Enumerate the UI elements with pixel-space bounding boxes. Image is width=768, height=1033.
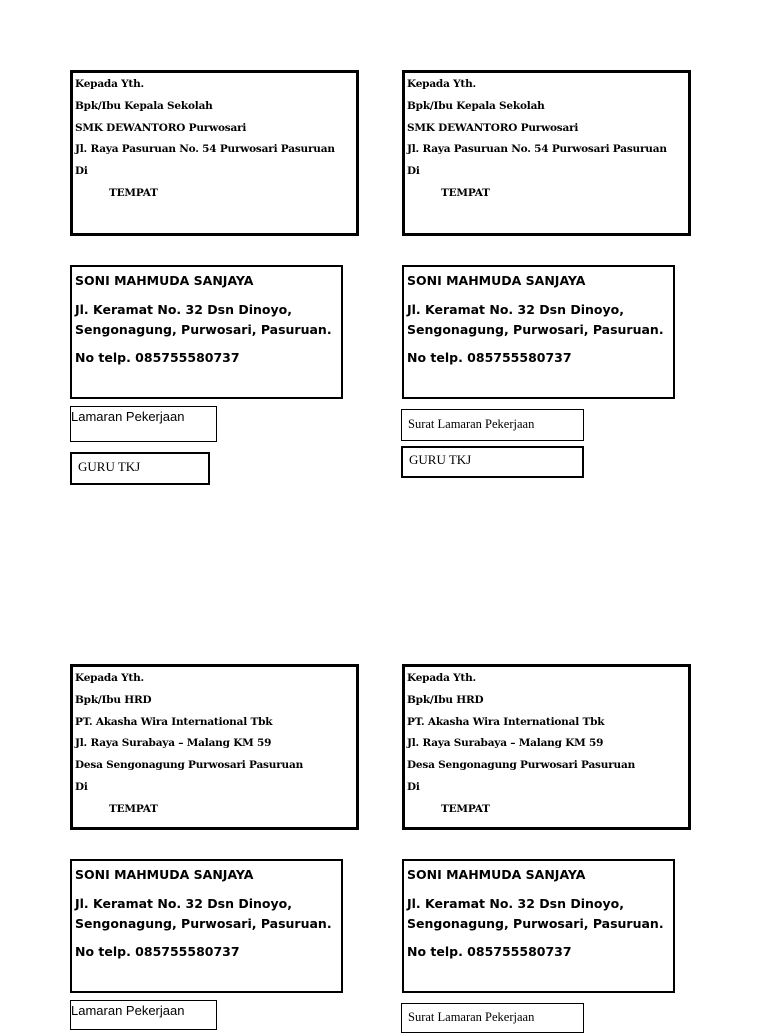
sender-name: SONI MAHMUDA SANJAYA (407, 273, 586, 288)
address-line: Kepada Yth. (75, 78, 144, 90)
address-line-tempat: TEMPAT (441, 802, 490, 815)
address-line: Desa Sengonagung Purwosari Pasuruan (407, 759, 636, 772)
subject-label: Lamaran Pekerjaan (70, 1000, 217, 1030)
address-line: SMK DEWANTORO Purwosari (407, 121, 579, 134)
address-line: Di (75, 780, 88, 793)
sender-name: SONI MAHMUDA SANJAYA (407, 867, 586, 882)
address-line: Bpk/Ibu HRD (75, 693, 152, 706)
sender-name: SONI MAHMUDA SANJAYA (75, 867, 254, 882)
position-label: GURU TKJ (401, 446, 584, 478)
sender-phone: No telp. 085755580737 (407, 944, 572, 959)
sender-box-2-right (402, 859, 675, 993)
address-line: Jl. Raya Pasuruan No. 54 Purwosari Pasuruan (407, 143, 667, 156)
sender-phone: No telp. 085755580737 (407, 350, 572, 365)
address-line: Bpk/Ibu Kepala Sekolah (407, 99, 545, 112)
address-line: Kepada Yth. (407, 78, 476, 90)
recipient-address-box-1-left (70, 70, 359, 236)
address-line: Jl. Raya Surabaya – Malang KM 59 (75, 737, 272, 750)
sender-address-line2: Sengonagung, Purwosari, Pasuruan. (75, 916, 332, 931)
address-line: Kepada Yth. (75, 672, 144, 684)
sender-address-line1: Jl. Keramat No. 32 Dsn Dinoyo, (75, 302, 292, 317)
address-line: PT. Akasha Wira International Tbk (75, 715, 273, 728)
sender-address-line1: Jl. Keramat No. 32 Dsn Dinoyo, (407, 302, 624, 317)
sender-address-line2: Sengonagung, Purwosari, Pasuruan. (407, 916, 664, 931)
sender-box-1-right (402, 265, 675, 399)
subject-label: Surat Lamaran Pekerjaan (401, 409, 584, 441)
recipient-address-box-2-left (70, 664, 359, 830)
address-line: Di (407, 165, 420, 178)
sender-phone: No telp. 085755580737 (75, 350, 240, 365)
address-line: Bpk/Ibu HRD (407, 693, 484, 706)
sender-box-1-left (70, 265, 343, 399)
address-line-tempat: TEMPAT (109, 802, 158, 815)
sender-address-line2: Sengonagung, Purwosari, Pasuruan. (407, 322, 664, 337)
address-line-tempat: TEMPAT (109, 186, 158, 199)
address-line: Kepada Yth. (407, 672, 476, 684)
address-line: SMK DEWANTORO Purwosari (75, 121, 247, 134)
sender-phone: No telp. 085755580737 (75, 944, 240, 959)
sender-address-line1: Jl. Keramat No. 32 Dsn Dinoyo, (75, 896, 292, 911)
position-label: GURU TKJ (70, 452, 210, 485)
sender-box-2-left (70, 859, 343, 993)
recipient-address-box-2-right (402, 664, 691, 830)
address-line: Jl. Raya Pasuruan No. 54 Purwosari Pasuruan (75, 143, 335, 156)
address-line: PT. Akasha Wira International Tbk (407, 715, 605, 728)
address-line: Desa Sengonagung Purwosari Pasuruan (75, 759, 304, 772)
subject-label: Lamaran Pekerjaan (70, 406, 217, 442)
sender-address-line1: Jl. Keramat No. 32 Dsn Dinoyo, (407, 896, 624, 911)
address-line: Bpk/Ibu Kepala Sekolah (75, 99, 213, 112)
address-line: Di (75, 165, 88, 178)
subject-label: Surat Lamaran Pekerjaan (401, 1003, 584, 1033)
address-line: Di (407, 780, 420, 793)
address-line: Jl. Raya Surabaya – Malang KM 59 (407, 737, 604, 750)
address-line-tempat: TEMPAT (441, 186, 490, 199)
sender-name: SONI MAHMUDA SANJAYA (75, 273, 254, 288)
recipient-address-box-1-right (402, 70, 691, 236)
sender-address-line2: Sengonagung, Purwosari, Pasuruan. (75, 322, 332, 337)
